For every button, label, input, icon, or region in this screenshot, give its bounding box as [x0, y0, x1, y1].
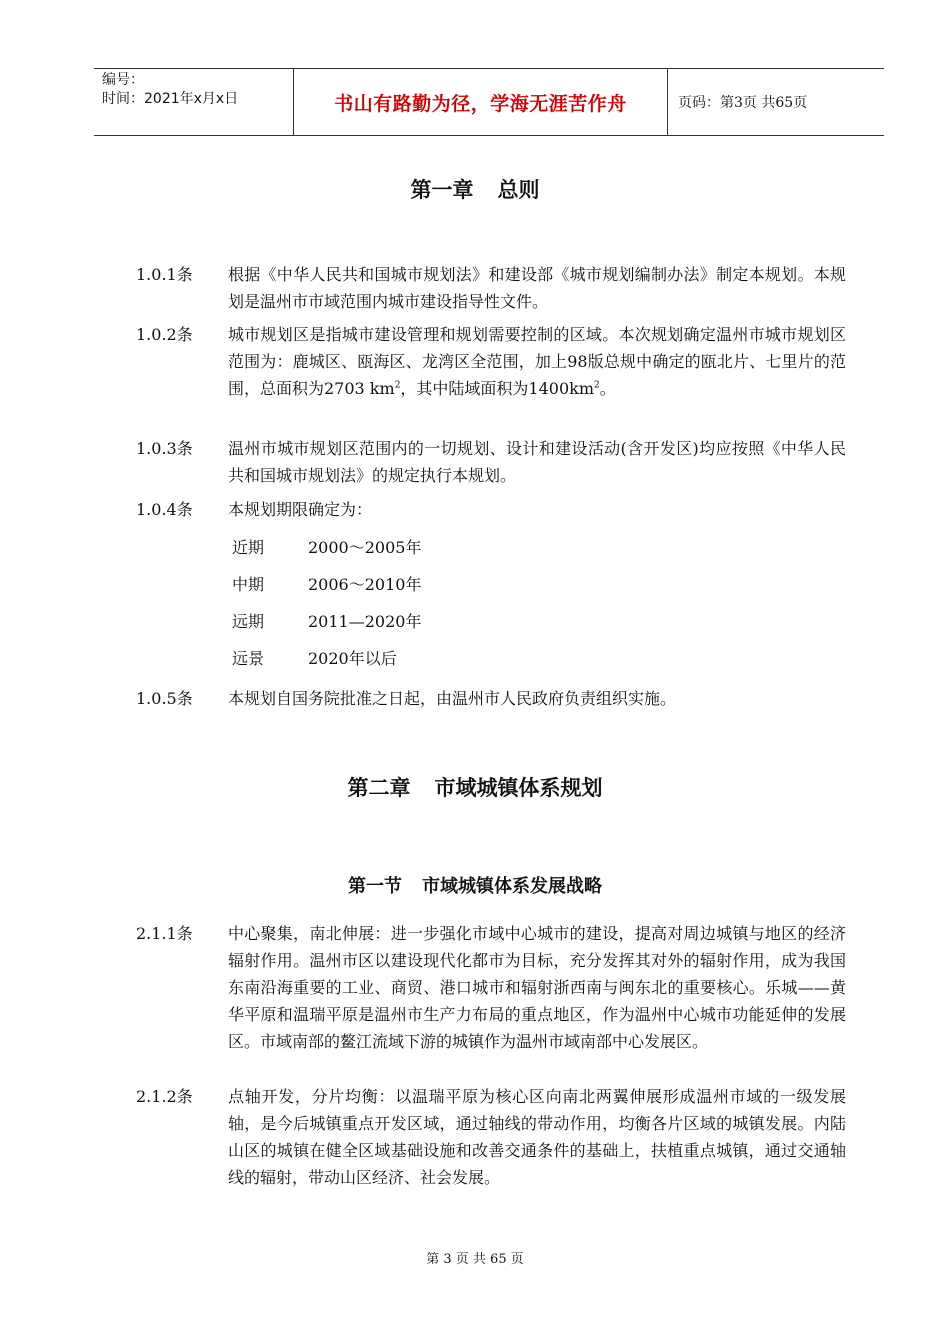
clause-number: 2.1.2条 [136, 1087, 193, 1106]
page-header [94, 68, 884, 136]
clause-1-0-3 [136, 435, 846, 489]
period-range: 2020年以后 [308, 649, 397, 668]
clause-text: 点轴开发，分片均衡：以温瑞平原为核心区向南北两翼伸展形成温州市域的一级发展轴，是今后城镇重点开发区域，通过轴线的带动作用，均衡各片区域的城镇发展。内陆山区的城镇在健全区域基础设施和改善交通条件的基础上，扶植重点城镇，通过交通轴线的辐射，带动山区经济、社会发展。 [228, 1087, 846, 1187]
clause-number: 1.0.5条 [136, 689, 193, 708]
page-text: 第3页 共65页 [720, 95, 808, 111]
clause-text-part: 城市规划区是指城市建设管理和规划需要控制的区域。本次规划确定温州市城市规划区范围为：鹿城区、瓯海区、龙湾区全范围，加上98版总规中确定的瓯北片、七里片的范围，总面积为2703 km [228, 325, 846, 398]
clause-number: 1.0.2条 [136, 325, 193, 344]
clause-number: 1.0.3条 [136, 439, 193, 458]
period-range: 2000～2005年 [308, 538, 422, 557]
clause-text: 根据《中华人民共和国城市规划法》和建设部《城市规划编制办法》制定本规划。本规划是温州市市域范围内城市建设指导性文件。 [228, 265, 846, 311]
header-meta [94, 69, 294, 135]
clause-2-1-2 [136, 1083, 846, 1191]
period-label: 中期 [232, 575, 265, 594]
section-1-title: 市域城镇体系发展战略 [422, 876, 602, 897]
superscript: 2 [394, 380, 401, 391]
clause-number: 1.0.1条 [136, 265, 193, 284]
time-label: 时间：2021年x月x日 [102, 91, 239, 107]
chapter-1-prefix: 第一章 [410, 178, 474, 202]
section-1-prefix: 第一节 [348, 876, 402, 897]
period-row [232, 536, 421, 560]
page-footer: 第 3 页 共 65 页 [426, 1252, 524, 1267]
clause-text-part: ，其中陆域面积为1400km [400, 379, 595, 398]
period-label: 远期 [232, 612, 265, 631]
period-label: 远景 [232, 649, 265, 668]
clause-1-0-1 [136, 261, 846, 315]
header-motto: 书山有路勤为径，学海无涯苦作舟 [294, 69, 668, 135]
chapter-2-title: 市域城镇体系规划 [434, 776, 603, 800]
clause-text [228, 321, 846, 402]
serial-label: 编号： [102, 72, 144, 88]
period-range: 2006～2010年 [308, 575, 422, 594]
clause-1-0-4 [136, 496, 846, 523]
clause-text: 中心聚集，南北伸展：进一步强化市域中心城市的建设，提高对周边城镇与地区的经济辐射作用。温州市区以建设现代化都市为目标，充分发挥其对外的辐射作用，成为我国东南沿海重要的工业、商贸、港口城市和辐射浙西南与闽东北的重要核心。乐城——黄华平原和温瑞平原是温州市生产力布局的重点地区，作为温州中心城市功能延伸的发展区。市域南部的鳌江流域下游的城镇作为温州市域南部中心发展区。 [228, 924, 846, 1051]
chapter-2-heading [0, 772, 950, 802]
period-row [232, 573, 421, 597]
chapter-2-prefix: 第二章 [347, 776, 411, 800]
clause-2-1-1 [136, 920, 846, 1055]
period-row [232, 647, 397, 671]
clause-text-part: 。 [599, 379, 616, 398]
chapter-1-title: 总则 [497, 178, 540, 202]
section-1-heading [0, 872, 950, 898]
clause-text: 本规划自国务院批准之日起，由温州市人民政府负责组织实施。 [228, 689, 677, 708]
period-row [232, 610, 421, 634]
period-label: 近期 [232, 538, 265, 557]
chapter-1-heading [0, 174, 950, 204]
header-page-info [668, 69, 884, 135]
superscript: 2 [594, 380, 600, 391]
period-range: 2011—2020年 [308, 612, 422, 631]
clause-number: 1.0.4条 [136, 500, 193, 519]
clause-number: 2.1.1条 [136, 924, 193, 943]
page-label: 页码： [678, 95, 720, 111]
clause-1-0-5 [136, 685, 846, 712]
clause-1-0-2 [136, 321, 846, 402]
clause-text: 本规划期限确定为： [228, 500, 373, 519]
clause-text: 温州市城市规划区范围内的一切规划、设计和建设活动(含开发区)均应按照《中华人民共和国城市规划法》的规定执行本规划。 [228, 439, 846, 485]
